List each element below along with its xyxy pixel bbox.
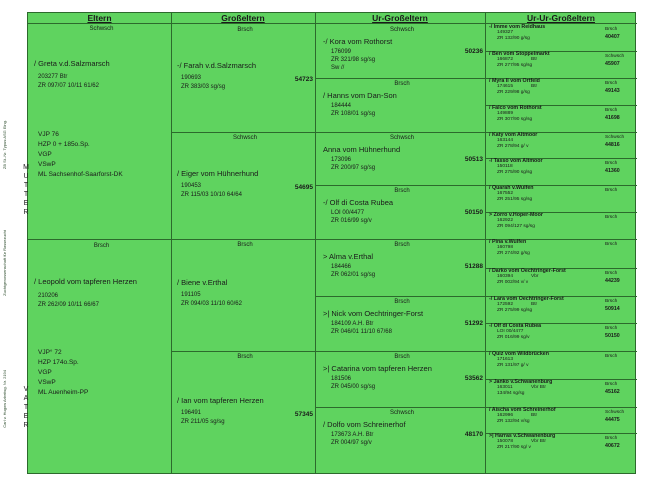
great-grandparent-number: 50513: [464, 156, 483, 163]
great-grandparent-zr: ZR 004/97 sg/v: [331, 440, 372, 446]
great-grandparent-zr: ZR 045/00 sg/sg: [331, 384, 376, 390]
great-grandparent-cell: [321, 132, 483, 185]
great-great-grandparent-reg: 150078: [497, 439, 514, 444]
great-great-grandparent-zr: ZR 229/98 g/sg: [497, 90, 530, 95]
great-great-grandparent-cell: [489, 433, 635, 474]
great-grandparent-number: 51288: [464, 263, 483, 270]
great-great-grandparent-number: 44816: [605, 142, 620, 148]
great-great-grandparent-color: Brsch: [605, 299, 618, 304]
header-great-grandparents: Ur-Großeltern: [315, 13, 485, 24]
grandparent-color: Brsch: [237, 354, 253, 360]
grandparent-color: Schwsch: [232, 135, 257, 141]
great-great-grandparent-cell: [489, 239, 635, 268]
great-great-grandparent-zr: ZR 278/94 g/ v: [497, 144, 529, 149]
great-great-grandparent-color: Schwsch: [605, 410, 625, 415]
grandparent-color: Brsch: [237, 27, 253, 33]
great-grandparent-zr: ZR 200/97 sg/sg: [331, 165, 376, 171]
great-grandparent-number: 53562: [464, 375, 483, 382]
header-grandparents: Großeltern: [171, 13, 315, 24]
great-grandparent-name: >| Nick vom Oechtringer-Forst: [323, 309, 424, 318]
great-great-grandparent-reg: 162996: [497, 413, 514, 418]
great-great-grandparent-cell: [489, 78, 635, 105]
great-great-grandparent-reg: 171613: [497, 357, 514, 362]
great-great-grandparent-name: -/ Imme vom Reidhaus: [489, 24, 546, 30]
great-great-grandparent-cell: [489, 407, 635, 433]
great-great-grandparent-cell: [489, 132, 635, 158]
grandparent-reg: 191105: [181, 292, 201, 298]
great-grandparent-cell: [321, 296, 483, 351]
great-great-grandparent-number: 49143: [605, 88, 620, 94]
great-great-grandparent-zr: ZR 131/97 g/ v: [497, 363, 529, 368]
great-great-grandparent-name: / Ben vom Stoppelmarkt: [489, 51, 550, 57]
great-great-grandparent-number: 40672: [605, 443, 620, 449]
great-grandparent-name: > Alma v.Erthal: [323, 252, 374, 261]
great-great-grandparent-number: 41698: [605, 115, 620, 121]
great-grandparent-cell: [321, 351, 483, 407]
great-great-grandparent-reg: 150118: [497, 164, 513, 169]
grandparent-reg: 190693: [181, 75, 202, 81]
grandparent-zr: ZR 383/03 sg/sg: [181, 84, 226, 90]
great-great-grandparent-reg: 162922: [497, 218, 514, 223]
great-grandparent-zr: ZR 046/01 11/10 67/68: [331, 329, 392, 335]
great-great-grandparent-zr: ZR 274/92 g/sg: [497, 251, 530, 256]
grandparent-name: -/ Farah v.d.Salzmarsch: [177, 61, 257, 70]
great-great-grandparent-color: Brsch: [605, 215, 618, 220]
great-grandparent-number: 50236: [464, 48, 483, 55]
great-grandparent-cell: [321, 185, 483, 239]
great-grandparent-reg: 184466: [331, 264, 352, 270]
great-great-grandparent-zr: ZR 275/90 sg/sg: [497, 170, 533, 175]
great-grandparent-reg: 173096: [331, 157, 352, 163]
great-great-grandparent-reg: 149889: [497, 111, 514, 116]
great-great-grandparent-zr: ZR 132/94 v/sg: [497, 419, 530, 424]
great-great-grandparent-breed: Btr: [531, 302, 538, 307]
great-great-grandparent-reg: 163144: [497, 138, 514, 143]
great-great-grandparent-cell: [489, 379, 635, 407]
great-great-grandparent-name: > Zorro v.Hoper-Moor: [489, 212, 543, 218]
great-great-grandparent-number: 45907: [605, 61, 620, 67]
great-grandparent-zr: ZR 016/99 sg/v: [331, 218, 372, 224]
great-great-grandparent-name: -/ Olf di Costa Rubea: [489, 323, 542, 329]
great-great-grandparent-name: -/ Lara vom Oechtringer-Forst: [489, 296, 564, 302]
great-great-grandparent-cell: [489, 296, 635, 323]
grandparent-name: / Biene v.Erthal: [177, 278, 228, 287]
header-great-great-grandparents: Ur-Ur-Großeltern: [485, 13, 637, 24]
grandparent-number: 54695: [294, 183, 313, 191]
great-great-grandparent-cell: [489, 323, 635, 351]
grandparent-zr: ZR 094/03 11/10 60/62: [181, 301, 242, 307]
great-great-grandparent-breed: Vbr Btr: [531, 439, 546, 444]
great-great-grandparent-name: / Falco vom Rothorst: [489, 105, 542, 111]
great-grandparent-name: / Hanns vom Dan-Son: [323, 91, 397, 100]
great-great-grandparent-number: 50914: [605, 306, 620, 312]
great-grandparent-color: Schwsch: [389, 410, 414, 416]
great-great-grandparent-name: >| Harras v.Schwanenburg: [489, 433, 556, 439]
grandparent-cell: [177, 351, 313, 474]
great-great-grandparent-zr: ZR 016/99 sg/v: [497, 335, 530, 340]
great-great-grandparent-color: Brsch: [605, 354, 618, 359]
grandparent-number: 54723: [294, 76, 313, 83]
great-great-grandparent-reg: 172592: [497, 302, 514, 307]
great-grandparent-zr: ZR 321/98 sg/sg: [331, 57, 376, 63]
grandparent-reg: 190453: [181, 182, 202, 189]
great-great-grandparent-zr: ZR 132/90 g/sg: [497, 36, 530, 41]
great-grandparent-cell: [321, 78, 483, 132]
great-great-grandparent-name: > Janko v.Schwanenburg: [489, 379, 553, 385]
great-great-grandparent-reg: LOI 00/4477: [497, 329, 524, 334]
great-great-grandparent-reg: 174615: [497, 84, 514, 89]
great-great-grandparent-color: Brsch: [605, 188, 618, 193]
great-great-grandparent-zr: ZR 094/127 sg/sg: [497, 224, 535, 229]
great-grandparent-color: Schwsch: [389, 135, 414, 141]
side-print-mid: Zuchtgenossenschaft für Rassezucht: [2, 230, 7, 296]
mutter-label: M U T T E R: [23, 164, 29, 216]
great-grandparent-color: Schwsch: [389, 27, 414, 33]
grandparent-cell: [177, 24, 313, 132]
great-great-grandparent-color: Schwsch: [605, 135, 625, 140]
great-great-grandparent-breed: Btr: [531, 57, 538, 62]
great-great-grandparent-zr: ZR 002/94 v/ v: [497, 280, 529, 285]
grandparent-cell: [177, 239, 313, 351]
great-great-grandparent-reg: 163011: [497, 385, 513, 390]
great-great-grandparent-cell: [489, 351, 635, 379]
great-great-grandparent-color: Brsch: [605, 161, 618, 166]
great-grandparent-reg: LOI 00/4477: [331, 210, 365, 216]
great-great-grandparent-cell: [489, 105, 635, 132]
great-great-grandparent-number: 44239: [605, 278, 620, 284]
great-great-grandparent-breed: Btr: [531, 413, 538, 418]
great-great-grandparent-color: Brsch: [605, 27, 618, 32]
vater-label: V A T E R: [23, 386, 29, 429]
great-great-grandparent-color: Brsch: [605, 81, 618, 86]
great-great-grandparent-number: 45162: [605, 389, 620, 395]
great-great-grandparent-cell: [489, 24, 635, 51]
grandparent-name: / Ian vom tapferen Herzen: [177, 395, 264, 405]
grandparent-zr: ZR 211/05 sg/sg: [181, 418, 225, 425]
great-great-grandparent-zr: ZR 217/90 sg/ v: [497, 445, 531, 450]
great-great-grandparent-cell: [489, 268, 635, 296]
great-great-grandparent-number: 44475: [605, 417, 620, 423]
grandparent-cell: [177, 132, 313, 239]
great-grandparent-color: Brsch: [394, 354, 410, 360]
great-great-grandparent-zr: ZR 277/95 sg/sg: [497, 63, 533, 68]
great-great-grandparent-number: 40407: [605, 34, 620, 40]
great-grandparent-zr: ZR 062/01 sg/sg: [331, 272, 376, 278]
great-grandparent-color: Brsch: [394, 299, 410, 305]
great-grandparent-cell: [321, 407, 483, 474]
great-great-grandparent-name: / Myra II vom Ortfeld: [489, 78, 540, 84]
great-grandparent-reg: 181506: [331, 376, 352, 382]
great-grandparent-cell: [321, 24, 483, 78]
great-grandparent-reg: 184444: [331, 103, 352, 109]
mother-cell: Schwsch / Greta v.d.Salzmarsch 203277 Btr ZR 097/07 10/11 61/62 VJP 76 HZP 0 + 185o.Sp. VGP VSwP ML Sachsenhof-Saarforst-DK: [34, 26, 123, 178]
great-great-grandparent-zr: ZR 275/99 sg/sg: [497, 308, 533, 313]
great-grandparent-number: 51292: [464, 320, 483, 327]
great-grandparent-name: / Dolfo vom Schreinerhof: [323, 420, 406, 429]
great-great-grandparent-cell: [489, 185, 635, 212]
great-grandparent-reg: 173673 A.H. Btr: [331, 432, 374, 438]
great-great-grandparent-cell: [489, 51, 635, 78]
side-print-bottom: Carl v. Hugow Arbeitsg. Nr. 2194: [2, 370, 7, 428]
great-great-grandparent-color: Brsch: [605, 382, 618, 387]
great-grandparent-name: -/ Kora vom Rothorst: [323, 37, 393, 46]
great-great-grandparent-number: 50150: [605, 333, 620, 339]
great-grandparent-note: Sw //: [331, 65, 345, 71]
great-grandparent-name: -/ Olf di Costa Rubea: [323, 198, 394, 207]
great-great-grandparent-breed: Vbr: [531, 274, 539, 279]
great-great-grandparent-breed: Btr: [531, 84, 538, 89]
side-print-top: ZB St.-Nr. Typus:ASG Eing.: [2, 120, 7, 170]
great-great-grandparent-reg: 149327: [497, 30, 514, 35]
great-great-grandparent-reg: 167552: [497, 191, 514, 196]
great-grandparent-color: Brsch: [394, 81, 410, 87]
great-great-grandparent-color: Brsch: [605, 108, 618, 113]
great-great-grandparent-name: / Darko vom Oechtringer-Forst: [489, 268, 566, 274]
great-great-grandparent-cell: [489, 212, 635, 239]
great-great-grandparent-color: Brsch: [605, 271, 618, 276]
great-grandparent-reg: 184109 A.H. Btr: [331, 321, 374, 327]
great-grandparent-color: Brsch: [394, 242, 410, 248]
great-great-grandparent-breed: Vbr Btr: [531, 385, 546, 390]
great-great-grandparent-color: Brsch: [605, 326, 618, 331]
grandparent-zr: ZR 115/03 10/10 64/64: [181, 191, 242, 198]
father-cell: Brsch / Leopold vom tapferen Herzen 210206 ZR 262/09 10/11 66/67 VJP° 72 HZP 174o.Sp. VGP VSwP ML Auenheim-PP: [34, 243, 137, 396]
great-great-grandparent-reg: 160798: [497, 245, 514, 250]
grandparent-number: 57345: [294, 410, 313, 418]
great-great-grandparent-reg: 166872: [497, 57, 514, 62]
great-grandparent-zr: ZR 108/01 sg/sg: [331, 111, 376, 117]
grandparent-name: / Eiger vom Hühnerhund: [177, 168, 259, 178]
great-grandparent-cell: [321, 239, 483, 296]
great-great-grandparent-name: / Quiz vom Wildbrücken: [489, 351, 549, 357]
great-great-grandparent-name: / Quarah v.Wulfen: [489, 185, 534, 191]
great-great-grandparent-name: / Pina v.Wulfen: [489, 239, 527, 245]
great-grandparent-number: 48170: [464, 431, 483, 438]
great-great-grandparent-color: Schwsch: [605, 54, 625, 59]
great-great-grandparent-zr: 134/94 sg/sg: [497, 391, 525, 396]
grandparent-reg: 196491: [181, 409, 202, 416]
great-great-grandparent-color: Brsch: [605, 436, 618, 441]
great-great-grandparent-zr: ZR 251/95 sg/sg: [497, 197, 533, 202]
great-grandparent-name: >| Catarina vom tapferen Herzen: [323, 364, 432, 373]
great-grandparent-reg: 176099: [331, 49, 352, 55]
great-great-grandparent-name: / Aischa vom Schreinerhof: [489, 407, 556, 413]
header-parents: Eltern: [28, 13, 171, 24]
great-great-grandparent-number: 41360: [605, 168, 620, 174]
great-grandparent-name: Anna vom Hühnerhund: [323, 145, 401, 154]
great-great-grandparent-reg: 160394: [497, 274, 514, 279]
great-great-grandparent-color: Brsch: [605, 242, 618, 247]
great-great-grandparent-name: / Katy vom Altmoor: [489, 132, 538, 138]
great-great-grandparent-cell: [489, 158, 635, 185]
great-great-grandparent-name: -/ Tasso vom Altmoor: [489, 158, 543, 164]
great-great-grandparent-zr: ZR 307/90 sg/sg: [497, 117, 533, 122]
pedigree-sheet: [23, 12, 636, 474]
great-grandparent-number: 50150: [464, 209, 483, 216]
grandparent-color: Brsch: [237, 242, 253, 248]
great-grandparent-color: Brsch: [394, 188, 410, 194]
